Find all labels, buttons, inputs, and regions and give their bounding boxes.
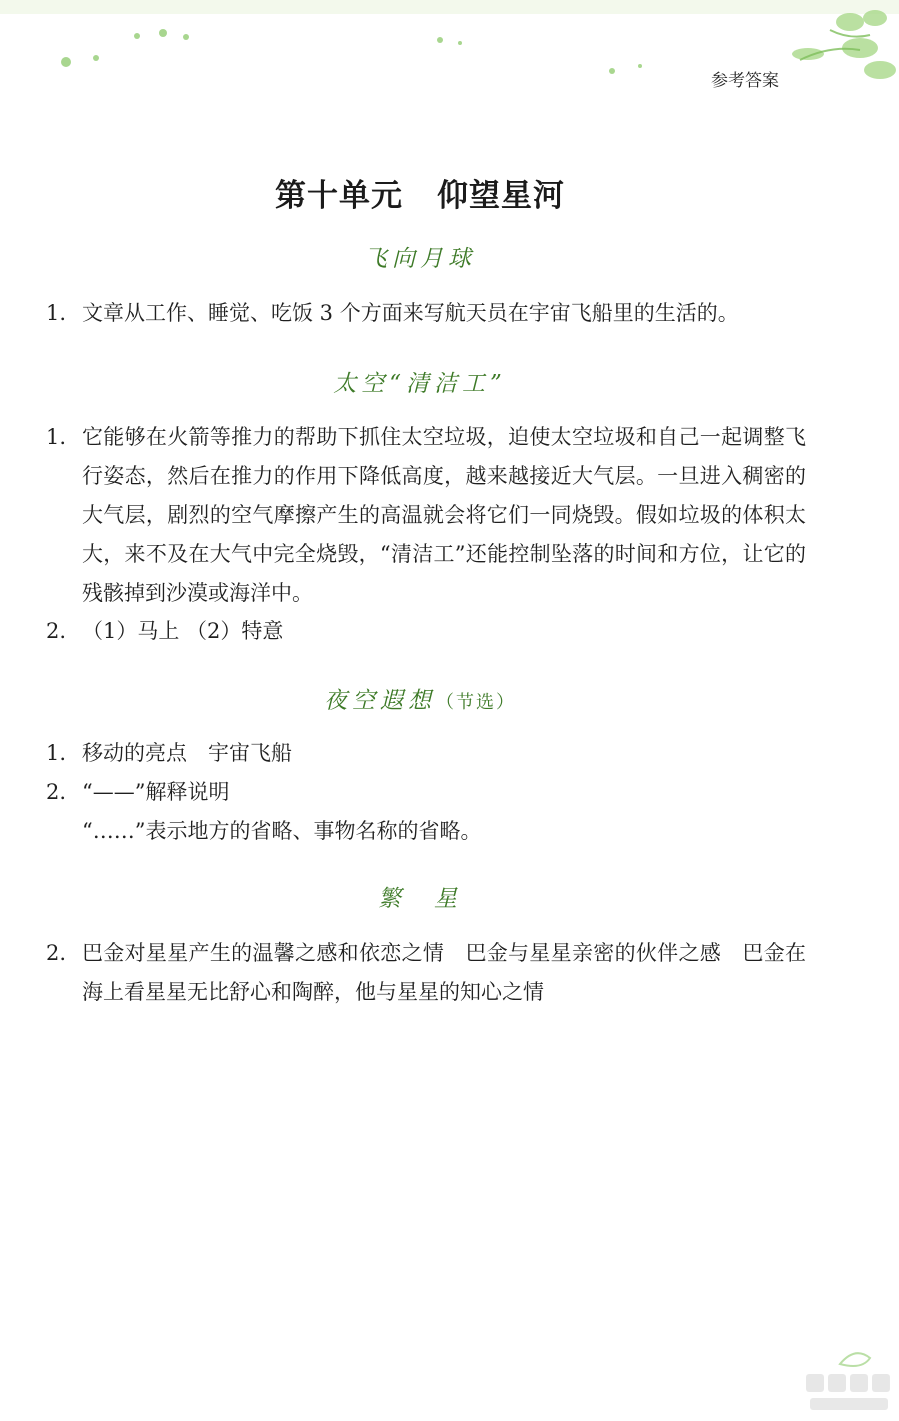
list-item (46, 773, 806, 812)
list-item (46, 612, 806, 651)
item-number: 2. (46, 619, 67, 643)
list-item (46, 934, 806, 1012)
item-text: 移动的亮点 宇宙飞船 (82, 741, 292, 765)
section-subtitle: （节选） (436, 692, 516, 713)
item-number: 2. (46, 780, 67, 804)
unit-title-main: 第十单元 (275, 178, 403, 214)
item-continuation: “……”表示地方的省略、事物名称的省略。 (82, 819, 482, 843)
section-title-stars: 繁 星 (378, 886, 462, 912)
item-text: 巴金对星星产生的温馨之感和依恋之情 巴金与星星亲密的伙伴之感 巴金在海上看星星无比舒心和陶醉，他与星星的知心之情 (82, 941, 806, 1004)
item-number: 1. (46, 425, 67, 449)
section-title-text: 夜空遐想 (324, 688, 436, 714)
list-item (46, 734, 806, 773)
list-item (46, 294, 806, 333)
list-item (46, 418, 806, 613)
item-number: 1. (46, 741, 67, 765)
item-text: 它能够在火箭等推力的帮助下抓住太空垃圾，迫使太空垃圾和自己一起调整飞行姿态，然后在推力的作用下降低高度，越来越接近大气层。一旦进入稠密的大气层，剧烈的空气摩擦产生的高温就会将它们一同烧毁。假如垃圾的体积太大，来不及在大气中完全烧毁，“清洁工”还能控制坠落的时间和方位，让它的残骸掉到沙漠或海洋中。 (82, 425, 806, 605)
item-text: 文章从工作、睡觉、吃饭 3 个方面来写航天员在宇宙飞船里的生活的。 (82, 301, 739, 325)
unit-title-sub: 仰望星河 (437, 178, 565, 214)
item-text: “——”解释说明 (82, 780, 230, 804)
section-title-fly-to-moon: 飞向月球 (364, 246, 476, 272)
header-label: 参考答案 (711, 71, 779, 91)
section-title-night-sky (0, 682, 840, 715)
item-number: 2. (46, 941, 67, 965)
section-title-space-cleaner: 太空“清洁工” (333, 371, 507, 397)
item-number: 1. (46, 301, 67, 325)
item-text: （1）马上 （2）特意 (82, 619, 284, 643)
unit-title (0, 170, 840, 215)
corner-watermark-graphic (800, 1340, 895, 1418)
